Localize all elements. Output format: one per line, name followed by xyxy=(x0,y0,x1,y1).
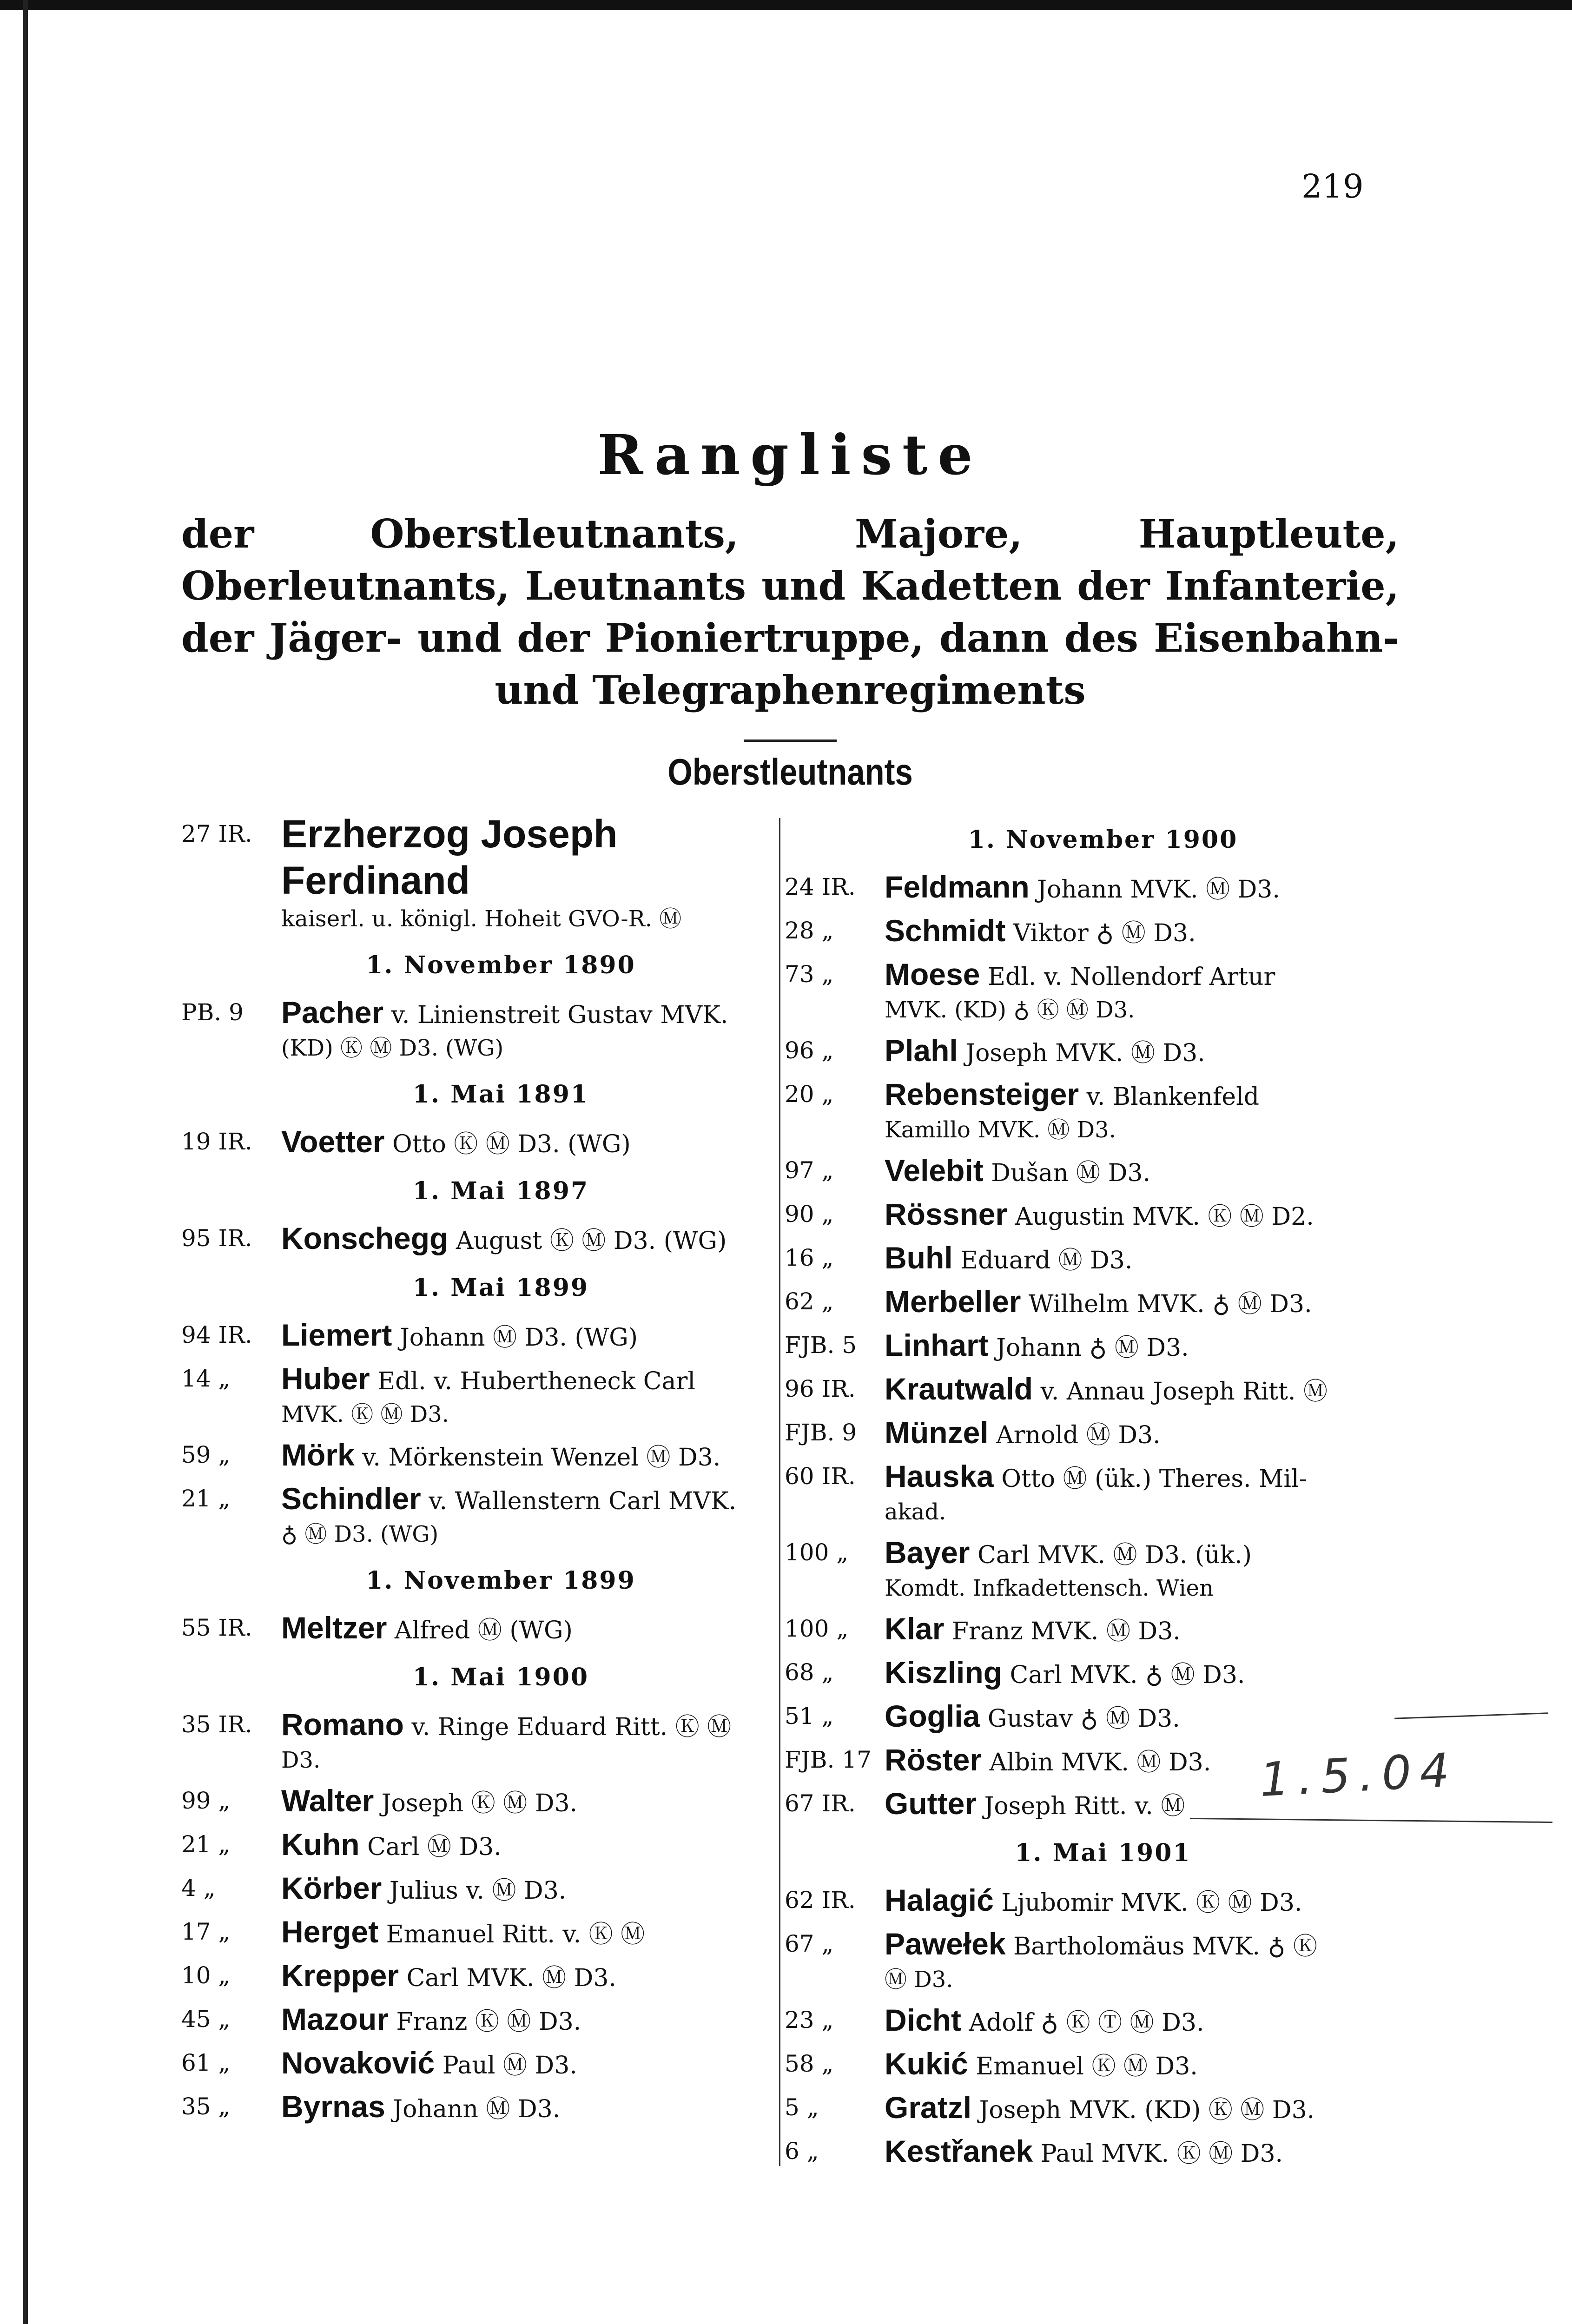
rank-entry xyxy=(785,1237,1394,1281)
officer-name: Novaković xyxy=(281,2046,435,2080)
section-title: Oberstleutnants xyxy=(667,751,913,792)
officer-details: v. Mörkenstein Wenzel Ⓜ D3. xyxy=(354,1444,721,1472)
officer-name: Pacher xyxy=(281,995,384,1030)
entry-text xyxy=(281,2046,577,2080)
rank-entry xyxy=(785,1696,1394,1739)
officer-details: Adolf ♁ Ⓚ Ⓣ Ⓜ D3. xyxy=(961,2009,1204,2037)
officer-name: Liemert xyxy=(281,1318,392,1352)
date-heading: 1. Mai 1899 xyxy=(412,1274,589,1302)
officer-name: Merbeller xyxy=(885,1284,1021,1319)
rank-entry xyxy=(785,954,1394,1030)
officer-details: Edl. v. Nollendorf Artur xyxy=(980,963,1275,991)
rank-entry xyxy=(785,1923,1394,2000)
entry-text xyxy=(885,2047,1198,2081)
regiment-label: 94 IR. xyxy=(181,1321,252,1348)
officer-details: Joseph MVK. (KD) Ⓚ Ⓜ D3. xyxy=(971,2096,1315,2124)
regiment-label: 14 „ xyxy=(181,1365,231,1392)
rank-entry xyxy=(181,1478,774,1554)
handwritten-annotation: 1.5.04 xyxy=(1258,1742,1459,1808)
regiment-label: FJB. 5 xyxy=(785,1332,857,1359)
officer-details: Carl MVK. ♁ Ⓜ D3. xyxy=(1002,1661,1245,1689)
rank-entry xyxy=(785,1652,1394,1696)
officer-details: August Ⓚ Ⓜ D3. (WG) xyxy=(448,1227,727,1255)
regiment-label: 28 „ xyxy=(785,917,834,944)
entry-text xyxy=(281,1438,721,1472)
entry-text xyxy=(885,1415,1161,1450)
officer-details: Joseph Ritt. v. Ⓜ xyxy=(977,1792,1185,1820)
officer-name: Gutter xyxy=(885,1786,977,1821)
regiment-label: 95 IR. xyxy=(181,1225,252,1252)
regiment-label: 55 IR. xyxy=(181,1614,252,1641)
officer-name: Linhart xyxy=(885,1328,989,1362)
regiment-label: 4 „ xyxy=(181,1875,216,1901)
scan-edge-top xyxy=(0,0,1572,10)
regiment-label: FJB. 17 xyxy=(785,1746,872,1773)
regiment-label: 100 „ xyxy=(785,1539,849,1566)
officer-details: Franz MVK. Ⓜ D3. xyxy=(944,1618,1181,1645)
rank-entry xyxy=(785,1532,1394,1608)
officer-details: Wilhelm MVK. ♁ Ⓜ D3. xyxy=(1021,1290,1312,1318)
officer-name: Kestřanek xyxy=(885,2134,1033,2168)
entry-text xyxy=(885,1883,1302,1917)
rank-entry xyxy=(181,1218,774,1261)
regiment-label: 67 IR. xyxy=(785,1790,856,1817)
regiment-label: 21 „ xyxy=(181,1831,231,1858)
officer-details: Johann MVK. Ⓜ D3. xyxy=(1029,876,1280,904)
officer-name: Gratzl xyxy=(885,2090,972,2125)
rank-entry xyxy=(181,2086,774,2130)
officer-name: Plahl xyxy=(885,1033,958,1068)
officer-details: Johann Ⓜ D3. xyxy=(385,2095,561,2123)
title-divider xyxy=(744,739,837,742)
rank-entry xyxy=(181,1868,774,1911)
officer-name: Buhl xyxy=(885,1241,953,1275)
rank-entry xyxy=(181,1607,774,1651)
officer-name: Romano xyxy=(281,1707,404,1742)
officer-details-continued: Ⓜ D3. xyxy=(885,1967,953,1993)
officer-details: Otto Ⓚ Ⓜ D3. (WG) xyxy=(384,1130,631,1158)
rank-entry xyxy=(181,1314,774,1358)
entry-text xyxy=(885,1372,1328,1406)
officer-name: Byrnas xyxy=(281,2089,385,2124)
regiment-label: 51 „ xyxy=(785,1703,834,1730)
entry-text xyxy=(281,1958,616,1993)
rank-entry xyxy=(181,1358,774,1434)
rank-entry xyxy=(785,910,1394,954)
officer-name: Bayer xyxy=(885,1535,970,1570)
officer-name: Halagić xyxy=(885,1883,994,1917)
entry-text xyxy=(885,913,1196,948)
officer-details: Emanuel Ritt. v. Ⓚ Ⓜ xyxy=(378,1921,645,1948)
officer-name: Moese xyxy=(885,957,980,991)
column-divider xyxy=(779,818,780,2166)
rank-entry xyxy=(785,1456,1394,1532)
regiment-label: 58 „ xyxy=(785,2050,834,2077)
officer-name: Röster xyxy=(885,1743,982,1777)
entry-text xyxy=(281,812,618,902)
officer-details-continued: akad. xyxy=(885,1499,946,1525)
officer-details: v. Annau Joseph Ritt. Ⓜ xyxy=(1033,1378,1328,1406)
entry-text xyxy=(885,1786,1185,1821)
regiment-label: 35 „ xyxy=(181,2093,231,2120)
officer-details: Paul MVK. Ⓚ Ⓜ D3. xyxy=(1033,2140,1283,2168)
officer-name: Huber xyxy=(281,1361,370,1396)
date-heading: 1. November 1899 xyxy=(366,1566,636,1595)
entry-text xyxy=(281,2089,561,2124)
officer-details: Ljubomir MVK. Ⓚ Ⓜ D3. xyxy=(993,1889,1302,1917)
entry-text xyxy=(885,2134,1283,2168)
entry-text xyxy=(281,1124,631,1159)
regiment-label: 24 IR. xyxy=(785,873,856,900)
entry-text xyxy=(281,2002,581,2036)
entry-text xyxy=(281,1783,578,1818)
rank-entry xyxy=(785,1325,1394,1368)
title-block xyxy=(181,423,1399,742)
officer-details: Augustin MVK. Ⓚ Ⓜ D2. xyxy=(1007,1203,1314,1231)
officer-details: v. Blankenfeld xyxy=(1079,1083,1259,1111)
officer-details: Julius v. Ⓜ D3. xyxy=(382,1877,567,1905)
rank-entry xyxy=(785,2131,1394,2174)
officer-name: Kuhn xyxy=(281,1827,360,1862)
rank-entry xyxy=(785,1368,1394,1412)
entry-text xyxy=(885,957,1275,991)
rank-entry xyxy=(181,1955,774,1999)
officer-name: Herget xyxy=(281,1915,379,1949)
officer-details: Gustav ♁ Ⓜ D3. xyxy=(980,1705,1180,1733)
regiment-label: FJB. 9 xyxy=(785,1419,857,1446)
entry-text xyxy=(281,1221,727,1255)
officer-name: Hauska xyxy=(885,1459,994,1493)
regiment-label: 19 IR. xyxy=(181,1128,252,1155)
entry-text xyxy=(885,1743,1211,1777)
officer-name: Krautwald xyxy=(885,1372,1033,1406)
rank-entry xyxy=(181,1824,774,1868)
regiment-label: PB. 9 xyxy=(181,999,244,1026)
officer-details: Viktor ♁ Ⓜ D3. xyxy=(1005,919,1196,947)
officer-name: Erzherzog Joseph Ferdinand xyxy=(281,812,618,902)
rank-entry xyxy=(785,1281,1394,1325)
officer-details: Dušan Ⓜ D3. xyxy=(983,1159,1151,1187)
page-subtitle: der Oberstleutnants, Majore, Hauptleute, Oberleutnants, Leutnants und Kadetten der Infanterie, der Jäger- und der Pioniertruppe, dann des Eisenbahn- und Telegraphenregiments xyxy=(181,511,1399,713)
officer-name: Voetter xyxy=(281,1124,385,1159)
entry-text xyxy=(281,1481,737,1516)
rank-entry xyxy=(785,1608,1394,1652)
officer-details: Johann ♁ Ⓜ D3. xyxy=(988,1334,1189,1362)
entry-text xyxy=(885,1197,1314,1231)
officer-details: Eduard Ⓜ D3. xyxy=(952,1247,1133,1274)
officer-details: v. Ringe Eduard Ritt. Ⓚ Ⓜ xyxy=(404,1713,732,1741)
officer-details-continued: (KD) Ⓚ Ⓜ D3. (WG) xyxy=(281,1035,504,1061)
rank-entry xyxy=(785,866,1394,910)
rank-entry xyxy=(181,1999,774,2042)
entry-text xyxy=(281,995,728,1030)
regiment-label: 96 IR. xyxy=(785,1375,856,1402)
officer-name: Schindler xyxy=(281,1481,421,1516)
entry-text xyxy=(885,1535,1252,1570)
officer-details: Emanuel Ⓚ Ⓜ D3. xyxy=(968,2053,1198,2080)
entry-text xyxy=(885,1927,1318,1961)
officer-details: Carl MVK. Ⓜ D3. (ük.) xyxy=(970,1541,1252,1569)
officer-details-continued: MVK. Ⓚ Ⓜ D3. xyxy=(281,1401,449,1427)
entry-text xyxy=(885,1699,1180,1733)
regiment-label: 17 „ xyxy=(181,1918,231,1945)
regiment-label: 73 „ xyxy=(785,961,834,988)
officer-details: Arnold Ⓜ D3. xyxy=(988,1421,1161,1449)
officer-name: Meltzer xyxy=(281,1611,387,1645)
page-number: 219 xyxy=(1301,167,1364,205)
entry-text xyxy=(885,1284,1312,1319)
officer-details: Joseph MVK. Ⓜ D3. xyxy=(958,1039,1205,1067)
regiment-label: 45 „ xyxy=(181,2006,231,2033)
right-column xyxy=(785,813,1394,2174)
regiment-label: 96 „ xyxy=(785,1037,834,1064)
scan-edge-left xyxy=(23,0,28,2324)
officer-name: Goglia xyxy=(885,1699,980,1733)
rank-entry xyxy=(181,813,774,939)
officer-name: Klar xyxy=(885,1611,945,1646)
rank-entry xyxy=(181,1780,774,1824)
entry-text xyxy=(281,1361,696,1396)
officer-details: Joseph Ⓚ Ⓜ D3. xyxy=(374,1789,578,1817)
regiment-label: 35 IR. xyxy=(181,1711,252,1738)
rank-entry xyxy=(785,2000,1394,2043)
entry-text xyxy=(885,1328,1189,1362)
entry-text xyxy=(885,1241,1133,1275)
entry-text xyxy=(281,1915,645,1949)
rank-entry xyxy=(785,1150,1394,1194)
rank-entry xyxy=(785,1074,1394,1150)
regiment-label: 90 „ xyxy=(785,1201,834,1228)
officer-details: Bartholomäus MVK. ♁ Ⓚ xyxy=(1005,1933,1318,1961)
regiment-label: 20 „ xyxy=(785,1081,834,1108)
date-heading: 1. Mai 1897 xyxy=(412,1177,589,1205)
entry-text xyxy=(885,1655,1245,1690)
officer-name: Rössner xyxy=(885,1197,1008,1231)
regiment-label: 27 IR. xyxy=(181,820,252,847)
entry-text xyxy=(281,1318,638,1352)
entry-text xyxy=(885,870,1280,904)
entry-text xyxy=(281,1871,567,1905)
officer-details: Carl MVK. Ⓜ D3. xyxy=(399,1964,616,1992)
date-heading: 1. Mai 1900 xyxy=(412,1663,589,1691)
officer-name: Kukić xyxy=(885,2047,968,2081)
regiment-label: 68 „ xyxy=(785,1659,834,1686)
officer-name: Velebit xyxy=(885,1153,984,1188)
pen-line-upper xyxy=(1394,1712,1548,1719)
regiment-label: 16 „ xyxy=(785,1244,834,1271)
officer-details: Paul Ⓜ D3. xyxy=(435,2052,577,2080)
regiment-label: 60 IR. xyxy=(785,1463,856,1490)
officer-details: Edl. v. Hubertheneck Carl xyxy=(370,1367,696,1395)
regiment-label: 23 „ xyxy=(785,2007,834,2034)
officer-name: Pawełek xyxy=(885,1927,1006,1961)
entry-text xyxy=(885,2090,1315,2125)
date-heading: 1. Mai 1901 xyxy=(1015,1839,1191,1867)
regiment-label: 62 IR. xyxy=(785,1887,856,1914)
officer-name: Rebensteiger xyxy=(885,1077,1079,1111)
date-heading: 1. November 1890 xyxy=(366,951,636,979)
officer-details: Johann Ⓜ D3. (WG) xyxy=(392,1324,638,1352)
officer-details: Otto Ⓜ (ük.) Theres. Mil- xyxy=(993,1465,1308,1493)
officer-details: Franz Ⓚ Ⓜ D3. xyxy=(389,2008,581,2036)
officer-details: Carl Ⓜ D3. xyxy=(359,1833,502,1861)
rank-entry xyxy=(181,1704,774,1780)
officer-details-continued: kaiserl. u. königl. Hoheit GVO-R. Ⓜ xyxy=(281,906,682,932)
regiment-label: 10 „ xyxy=(181,1962,231,1989)
regiment-label: 61 „ xyxy=(181,2049,231,2076)
regiment-label: 100 „ xyxy=(785,1615,849,1642)
rank-entry xyxy=(181,992,774,1068)
date-heading: 1. Mai 1891 xyxy=(412,1080,589,1109)
regiment-label: 59 „ xyxy=(181,1441,231,1468)
rank-entry xyxy=(181,1121,774,1165)
rank-entry xyxy=(785,2087,1394,2131)
officer-details: v. Wallenstern Carl MVK. xyxy=(421,1487,737,1515)
page-title: Rangliste xyxy=(597,423,983,487)
officer-details-continued: MVK. (KD) ♁ Ⓚ Ⓜ D3. xyxy=(885,997,1135,1023)
officer-name: Krepper xyxy=(281,1958,399,1993)
officer-details-continued: Kamillo MVK. Ⓜ D3. xyxy=(885,1117,1116,1143)
entry-text xyxy=(885,1153,1151,1188)
officer-name: Körber xyxy=(281,1871,382,1905)
officer-name: Mazour xyxy=(281,2002,389,2036)
officer-name: Mörk xyxy=(281,1438,355,1472)
officer-details-continued: D3. xyxy=(281,1747,321,1773)
rank-entry xyxy=(785,1412,1394,1456)
entry-text xyxy=(885,1077,1259,1111)
entry-text xyxy=(885,1033,1205,1068)
regiment-label: 6 „ xyxy=(785,2138,819,2165)
officer-name: Kiszling xyxy=(885,1655,1003,1690)
date-heading: 1. November 1900 xyxy=(968,825,1238,854)
rank-entry xyxy=(181,2042,774,2086)
officer-name: Schmidt xyxy=(885,913,1006,948)
regiment-label: 97 „ xyxy=(785,1157,834,1184)
regiment-label: 62 „ xyxy=(785,1288,834,1315)
officer-details: Albin MVK. Ⓜ D3. xyxy=(982,1749,1211,1776)
left-column xyxy=(181,813,774,2130)
rank-entry xyxy=(181,1911,774,1955)
entry-text xyxy=(885,1459,1308,1493)
regiment-label: 5 „ xyxy=(785,2094,819,2121)
officer-name: Konschegg xyxy=(281,1221,449,1255)
officer-name: Feldmann xyxy=(885,870,1030,904)
officer-name: Dicht xyxy=(885,2003,961,2037)
regiment-label: 99 „ xyxy=(181,1787,231,1814)
rank-entry xyxy=(785,1880,1394,1923)
officer-details-continued: Komdt. Infkadettensch. Wien xyxy=(885,1575,1214,1601)
entry-text xyxy=(885,1611,1181,1646)
entry-text xyxy=(281,1827,502,1862)
entry-text xyxy=(281,1611,573,1645)
rank-entry xyxy=(785,1030,1394,1074)
officer-name: Walter xyxy=(281,1783,374,1818)
entry-text xyxy=(885,2003,1204,2037)
rank-entry xyxy=(785,1194,1394,1237)
officer-details: v. Linienstreit Gustav MVK. xyxy=(383,1001,728,1029)
officer-details: Alfred Ⓜ (WG) xyxy=(387,1617,573,1644)
officer-details-continued: ♁ Ⓜ D3. (WG) xyxy=(281,1521,439,1547)
officer-name: Münzel xyxy=(885,1415,989,1450)
rank-entry xyxy=(785,2043,1394,2087)
regiment-label: 67 „ xyxy=(785,1930,834,1957)
rank-entry xyxy=(181,1434,774,1478)
entry-text xyxy=(281,1707,732,1742)
regiment-label: 21 „ xyxy=(181,1485,231,1512)
